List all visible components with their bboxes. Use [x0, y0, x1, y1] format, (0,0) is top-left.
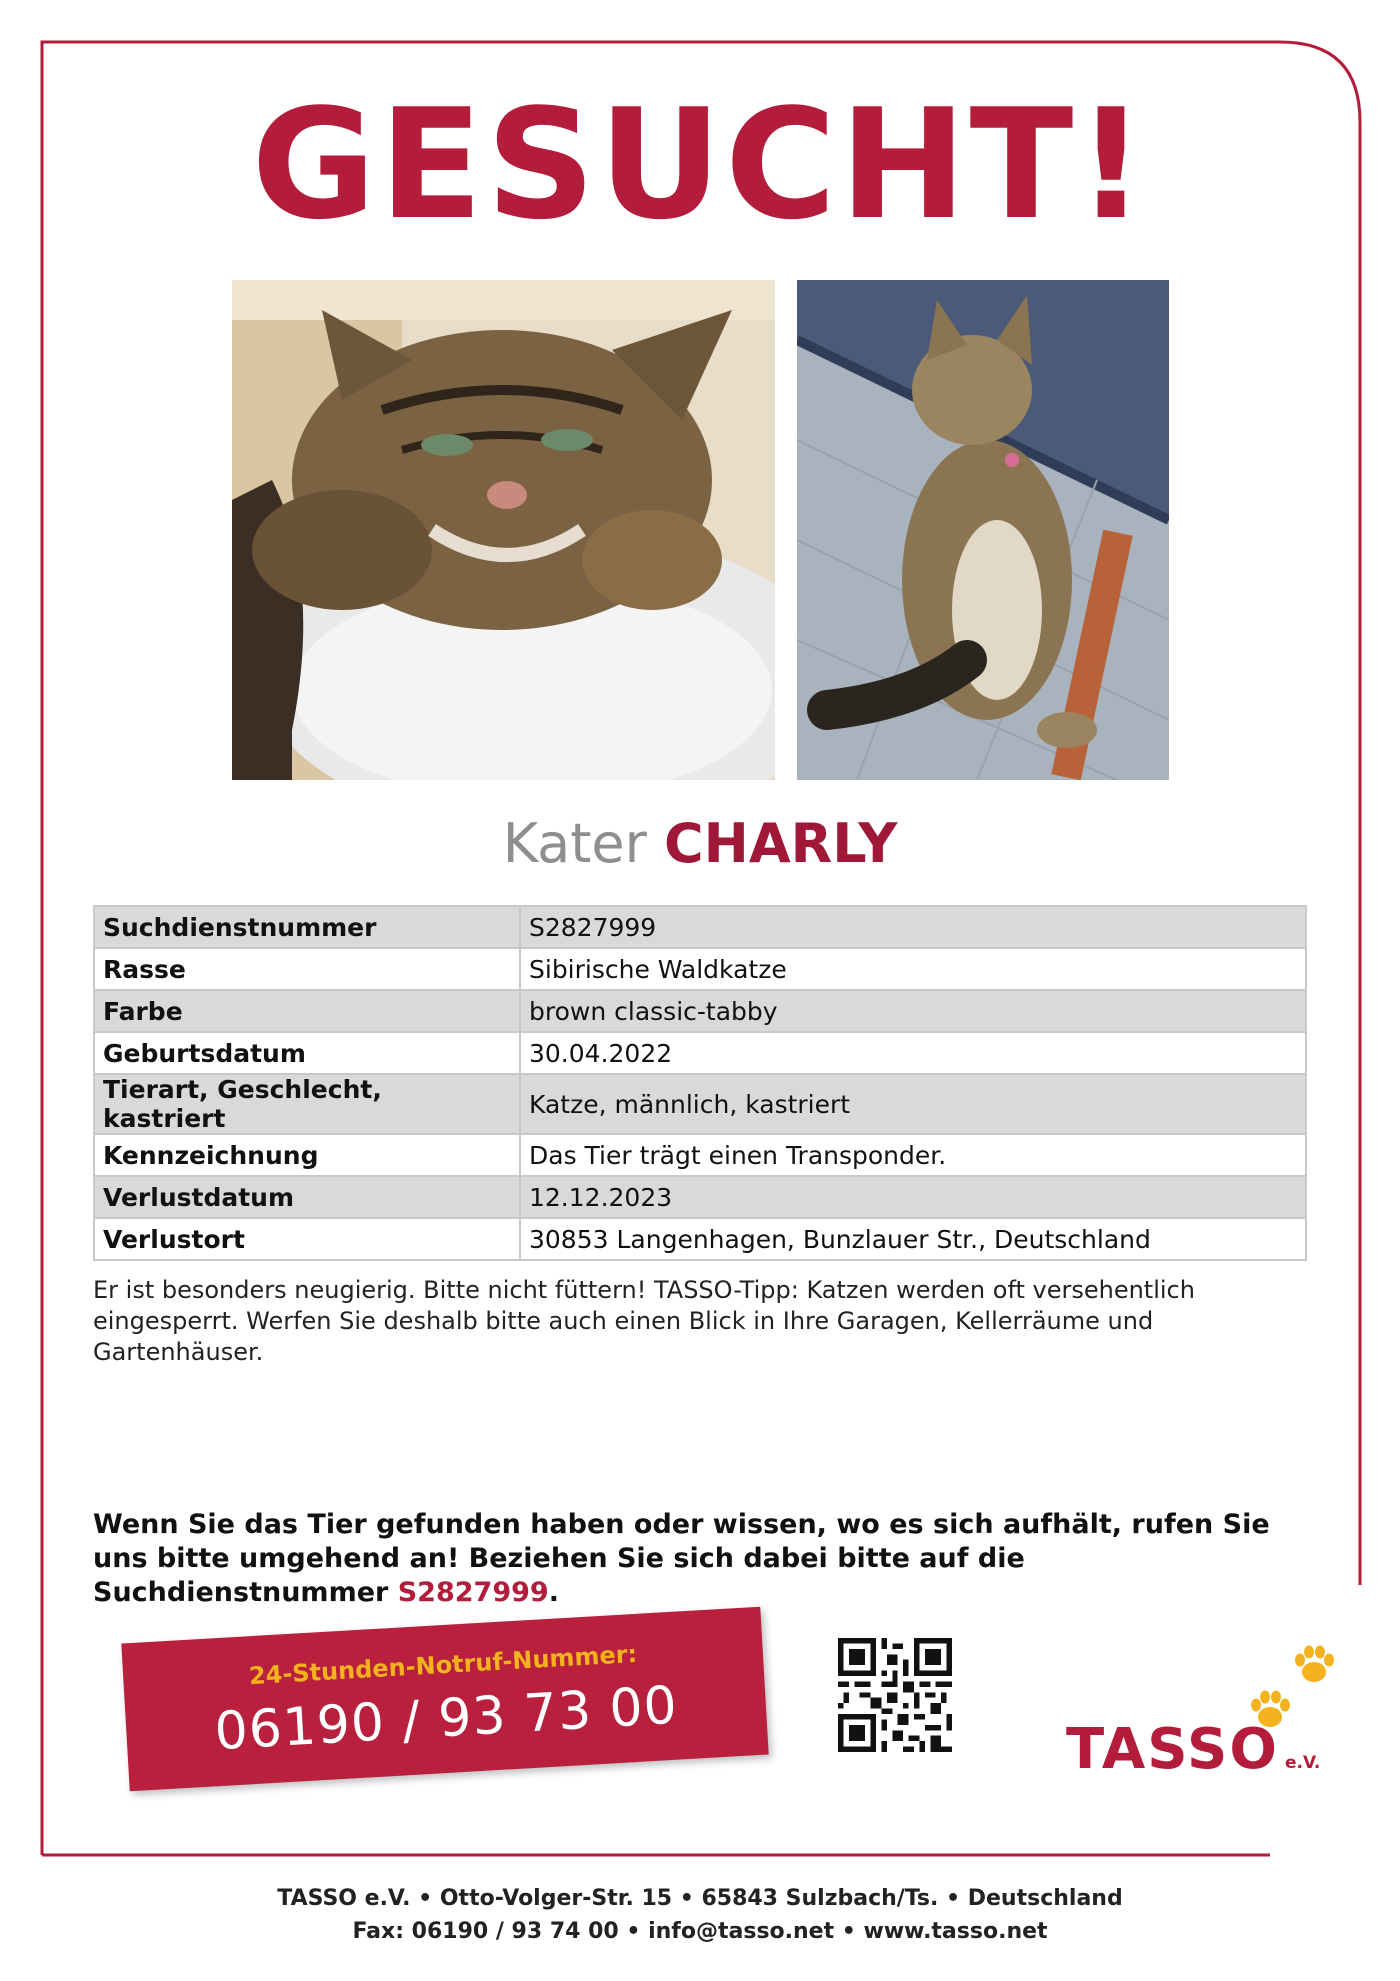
hotline-number[interactable]: 06190 / 93 73 00	[213, 1675, 680, 1763]
pet-name-heading	[0, 810, 1400, 878]
detail-label: Tierart, Geschlecht, kastriert	[94, 1074, 520, 1134]
cat-sitting-photo-icon	[797, 280, 1169, 780]
table-row	[94, 1032, 1306, 1074]
detail-value: S2827999	[520, 906, 1306, 948]
qr-code-icon[interactable]	[838, 1638, 952, 1752]
cat-photo-sitting	[797, 280, 1169, 780]
pet-name: CHARLY	[664, 812, 898, 875]
detail-value: Sibirische Waldkatze	[520, 948, 1306, 990]
detail-value: 12.12.2023	[520, 1176, 1306, 1218]
logo-name: TASSO	[1066, 1717, 1279, 1782]
detail-label: Verlustdatum	[94, 1176, 520, 1218]
detail-label: Kennzeichnung	[94, 1134, 520, 1176]
cat-photo-lying	[232, 280, 775, 780]
footer-fax-email-web: Fax: 06190 / 93 74 00 • info@tasso.net • www.tasso.net	[352, 1919, 1048, 1944]
table-row	[94, 1176, 1306, 1218]
table-row	[94, 990, 1306, 1032]
detail-value: 30.04.2022	[520, 1032, 1306, 1074]
logo-suffix: e.V.	[1284, 1753, 1321, 1773]
hotline-label: 24-Stunden-Notruf-Nummer:	[248, 1639, 638, 1691]
detail-label: Geburtsdatum	[94, 1032, 520, 1074]
detail-label: Verlustort	[94, 1218, 520, 1260]
table-row	[94, 906, 1306, 948]
table-row	[94, 1134, 1306, 1176]
details-table	[93, 905, 1307, 1261]
call-to-action	[93, 1508, 1323, 1610]
tasso-logo	[1066, 1718, 1320, 1795]
detail-label: Farbe	[94, 990, 520, 1032]
footer-contact	[0, 1882, 1400, 1948]
pet-prefix: Kater	[502, 812, 647, 875]
cat-lying-photo-icon	[232, 280, 775, 780]
headline-gesucht: GESUCHT!	[251, 76, 1149, 253]
detail-value: Katze, männlich, kastriert	[520, 1074, 1306, 1134]
cta-text: Wenn Sie das Tier gefunden haben oder wissen, wo es sich aufhält, rufen Sie uns bitte umgehend an! Beziehen Sie sich dabei bitte auf die Suchdienstnummer	[93, 1509, 1270, 1608]
description-text: Er ist besonders neugierig. Bitte nicht füttern! TASSO-Tipp: Katzen werden oft versehentlich eingesperrt. Werfen Sie deshalb bitte auch einen Blick in Ihre Garagen, Kellerräume und Gartenhäuser.	[93, 1276, 1195, 1366]
detail-value: Das Tier trägt einen Transponder.	[520, 1134, 1306, 1176]
table-row	[94, 948, 1306, 990]
paw-icon	[1290, 1640, 1338, 1688]
footer-address: TASSO e.V. • Otto-Volger-Str. 15 • 65843 Sulzbach/Ts. • Deutschland	[277, 1886, 1123, 1911]
detail-label: Rasse	[94, 948, 520, 990]
detail-label: Suchdienstnummer	[94, 906, 520, 948]
detail-value: brown classic-tabby	[520, 990, 1306, 1032]
table-row	[94, 1074, 1306, 1134]
cta-end: .	[548, 1577, 559, 1608]
detail-value: 30853 Langenhagen, Bunzlauer Str., Deutschland	[520, 1218, 1306, 1260]
cta-search-number: S2827999	[397, 1577, 549, 1608]
table-row	[94, 1218, 1306, 1260]
